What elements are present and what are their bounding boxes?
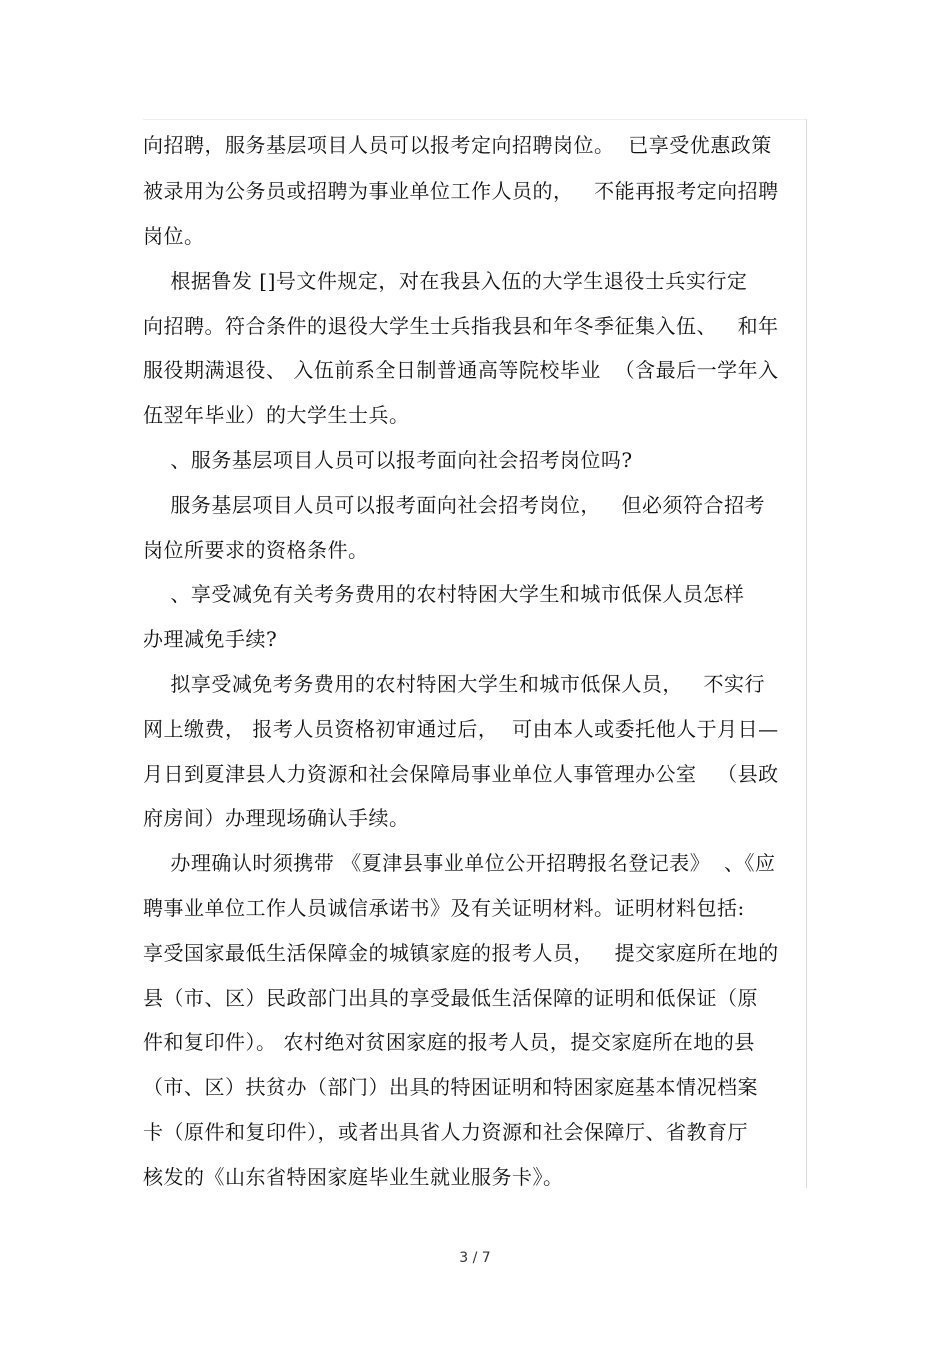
page-number: 3 / 7: [459, 1250, 491, 1266]
text-line: 件和复印件）。 农村绝对贫困家庭的报考人员，提交家庭所在地的县: [143, 1030, 755, 1054]
text-line: 被录用为公务员或招聘为事业单位工作人员的， 不能再报考定向招聘: [143, 179, 779, 203]
text-line: 办理确认时须携带 《夏津县事业单位公开招聘报名登记表》 、《应: [143, 851, 776, 875]
text-line: 拟享受减免考务费用的农村特困大学生和城市低保人员， 不实行: [143, 672, 766, 696]
text-line: 享受国家最低生活保障金的城镇家庭的报考人员， 提交家庭所在地的: [143, 941, 779, 965]
text-line: 、服务基层项目人员可以报考面向社会招考岗位吗?: [143, 448, 633, 472]
text-line: 岗位所要求的资格条件。: [143, 538, 369, 562]
text-line: 核发的《山东省特困家庭毕业生就业服务卡》。: [143, 1165, 564, 1189]
text-line: 网上缴费， 报考人员资格初审通过后， 可由本人或委托他人于月日—: [143, 717, 779, 741]
text-line: 服役期满退役、 入伍前系全日制普通高等院校毕业 （含最后一学年入: [143, 358, 779, 382]
text-line: 聘事业单位工作人员诚信承诺书》及有关证明材料。证明材料包括:: [143, 896, 745, 920]
text-line: 府房间）办理现场确认手续。: [143, 806, 410, 830]
text-line: 岗位。: [143, 224, 205, 248]
text-line: 伍翌年毕业）的大学生士兵。: [143, 403, 410, 427]
text-line: 月日到夏津县人力资源和社会保障局事业单位人事管理办公室 （县政: [143, 762, 779, 786]
text-line: （市、区）扶贫办（部门）出具的特困证明和特困家庭基本情况档案: [143, 1075, 758, 1099]
text-line: 根据鲁发 []号文件规定，对在我县入伍的大学生退役士兵实行定: [143, 269, 748, 293]
text-line: 、享受减免有关考务费用的农村特困大学生和城市低保人员怎样: [143, 582, 745, 606]
text-line: 办理减免手续?: [143, 627, 278, 651]
text-line: 服务基层项目人员可以报考面向社会招考岗位， 但必须符合招考: [143, 493, 766, 517]
text-line: 向招聘。符合条件的退役大学生士兵指我县和年冬季征集入伍、 和年: [143, 314, 779, 338]
text-line: 县（市、区）民政部门出具的享受最低生活保障的证明和低保证（原: [143, 986, 758, 1010]
text-line: 向招聘，服务基层项目人员可以报考定向招聘岗位。 已享受优惠政策: [143, 133, 772, 157]
text-line: 卡（原件和复印件），或者出具省人力资源和社会保障厅、省教育厅: [143, 1120, 748, 1144]
